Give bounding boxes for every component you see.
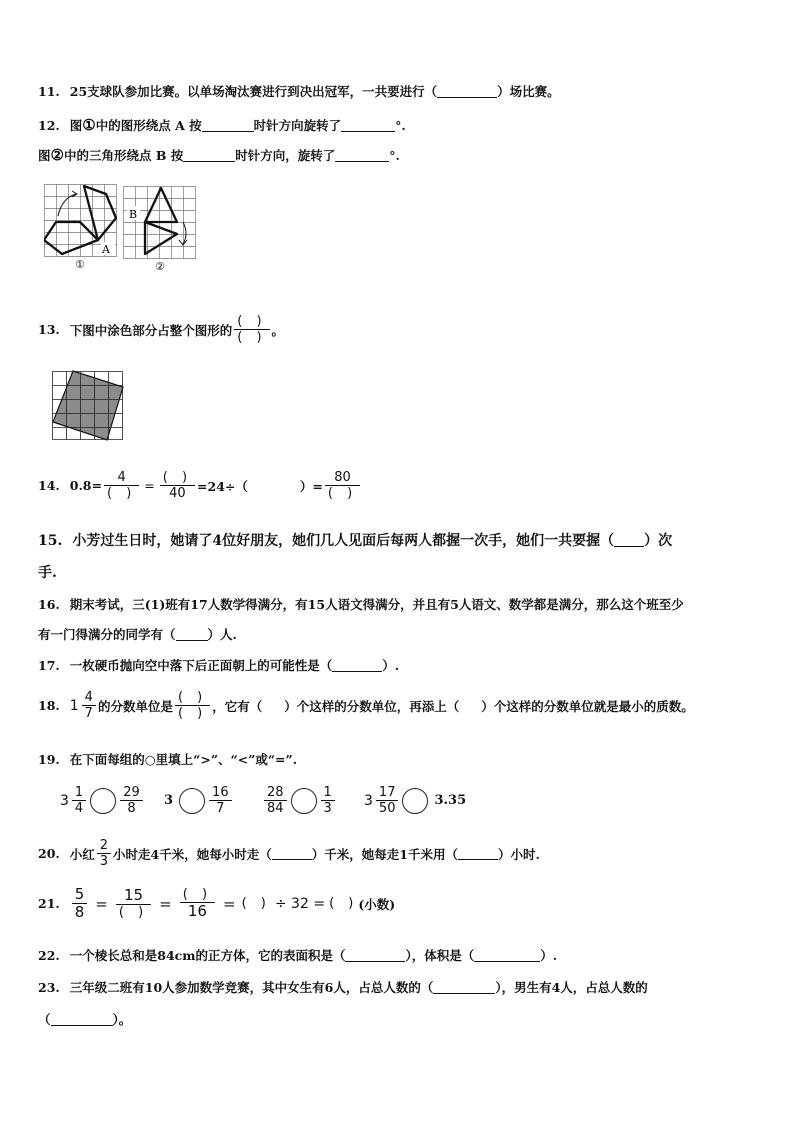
question-text: 25支球队参加比赛。以单场淘汰赛进行到决出冠军，一共要进行（	[69, 84, 438, 99]
question-text: 图	[38, 148, 51, 163]
question-text: °.	[395, 118, 406, 133]
question-21: 21. $\frac{5}{8}$ = $\frac{15}{( )}$ = $\frac{( )}{16}$ = ( ) ÷ 32 = ( ) (小数)	[38, 885, 396, 921]
question-text: ），体积是（	[405, 948, 475, 963]
answer-blank[interactable]: ( )	[329, 896, 359, 911]
fraction-2[interactable]: $\frac{( )}{40}$	[160, 470, 195, 501]
question-15-line-2	[38, 562, 57, 582]
answer-blank[interactable]	[272, 847, 312, 860]
answer-blank[interactable]	[202, 119, 254, 132]
question-number: 13.	[38, 322, 60, 337]
question-text: °.	[389, 148, 400, 163]
question-number: 20.	[38, 846, 60, 861]
fraction-answer[interactable]: $\frac{( )}{( )}$	[234, 314, 269, 345]
question-text: 0.8=	[69, 478, 102, 493]
compare-circle[interactable]	[291, 788, 317, 814]
question-number: 23.	[38, 980, 60, 995]
compare-group-4: 3 $\frac{17}{50}$ 3.35	[364, 785, 467, 816]
question-text: ）.	[382, 658, 400, 673]
answer-blank[interactable]	[335, 149, 389, 162]
question-text: ）个这样的分数单位就是最小的质数。	[481, 698, 694, 714]
question-text: ）千米，她每走1千米用（	[311, 846, 458, 862]
question-text: 中的三角形绕点 B 按	[63, 148, 184, 163]
equals-sign: =	[144, 478, 155, 493]
question-text: ）人.	[207, 627, 237, 642]
question-19	[38, 750, 297, 768]
answer-blank[interactable]	[614, 534, 644, 547]
question-number: 22.	[38, 948, 60, 963]
figure-caption-2: ②	[155, 260, 165, 273]
answer-blank[interactable]	[51, 1013, 113, 1026]
question-16-line-1	[38, 595, 684, 613]
question-16-line-2	[38, 625, 237, 643]
question-13	[38, 314, 284, 345]
question-text: =24÷（	[197, 478, 248, 494]
question-text: ）=	[299, 478, 323, 494]
question-text: 时针方向，旋转了	[235, 148, 336, 163]
question-number: 19.	[38, 752, 60, 767]
question-text: ）场比赛。	[497, 84, 560, 99]
question-text: 手.	[38, 565, 57, 581]
question-23-line-1	[38, 978, 648, 996]
compare-circle[interactable]	[402, 788, 428, 814]
question-14	[38, 470, 362, 501]
question-11	[38, 82, 560, 100]
point-a-label: A	[102, 243, 110, 256]
answer-blank[interactable]	[341, 119, 395, 132]
fraction: $\frac{2}{3}$	[97, 838, 111, 869]
equals-sign: =	[95, 894, 108, 913]
equals-sign: =	[223, 894, 236, 913]
answer-blank[interactable]	[183, 149, 235, 162]
question-20	[38, 838, 540, 869]
question-number: 16.	[38, 597, 60, 612]
shaded-square-figure	[51, 370, 125, 442]
question-number: 14.	[38, 478, 60, 493]
compare-circle[interactable]	[179, 788, 205, 814]
question-text: 一枚硬币抛向空中落下后正面朝上的可能性是（	[69, 658, 333, 673]
compare-group-3: $\frac{28}{84}$ $\frac{1}{3}$	[262, 785, 337, 816]
circled-number: ②	[50, 146, 64, 164]
figure-caption-1: ①	[75, 258, 85, 271]
question-23-line-2	[38, 1010, 131, 1028]
question-text: 在下面每组的○里填上“>”、“<”或“=”.	[69, 752, 298, 767]
question-text: ）次	[644, 533, 673, 549]
answer-blank[interactable]	[176, 628, 208, 641]
question-text: 时针方向旋转了	[253, 118, 342, 133]
answer-blank[interactable]	[437, 85, 497, 98]
rotation-figure-2	[123, 186, 197, 260]
answer-blank[interactable]: ( )	[241, 896, 271, 911]
question-17	[38, 656, 399, 674]
answer-blank[interactable]	[458, 847, 498, 860]
question-text: ）个这样的分数单位，再添上（	[284, 698, 460, 714]
question-text: （	[38, 1012, 51, 1027]
question-text: 图	[69, 118, 83, 133]
fraction-answer[interactable]: $\frac{15}{( )}$	[116, 887, 151, 920]
question-number: 21.	[38, 896, 60, 911]
equals-sign: =	[159, 894, 172, 913]
answer-blank[interactable]	[332, 659, 382, 672]
answer-blank[interactable]	[345, 949, 405, 962]
question-number: 17.	[38, 658, 60, 673]
mixed-number: 1 $\frac{4}{7}$	[70, 690, 98, 721]
circled-number: ①	[82, 116, 96, 134]
compare-group-2: 3 $\frac{16}{7}$	[164, 785, 234, 816]
question-22	[38, 946, 557, 964]
rotation-figure-1	[44, 184, 118, 258]
question-number: 11.	[38, 84, 60, 99]
fraction-answer[interactable]: $\frac{( )}{16}$	[180, 887, 215, 920]
question-text: 小芳过生日时，她请了4位好朋友，她们几人见面后每两人都握一次手，她们一共要握（	[72, 533, 615, 549]
point-b-label: B	[129, 208, 138, 221]
question-12-line-1	[38, 116, 406, 134]
question-text: ）。	[112, 1012, 132, 1027]
question-12-line-2	[38, 146, 400, 164]
question-15-line-1	[38, 530, 672, 550]
question-text: 期末考试，三(1)班有17人数学得满分，有15人语文得满分，并且有5人语文、数学都是满分，那么这个班至少	[69, 597, 684, 612]
question-number: 15.	[38, 533, 63, 549]
question-text: ）小时.	[497, 846, 540, 862]
question-18	[38, 690, 694, 721]
question-number: 18.	[38, 698, 60, 713]
question-text: 下图中涂色部分占整个图形的	[69, 322, 233, 338]
question-text: ÷ 32 =	[274, 895, 326, 912]
fraction-3[interactable]: $\frac{80}{( )}$	[325, 470, 360, 501]
question-text: 三年级二班有10人参加数学竞赛，其中女生有6人，占总人数的（	[69, 980, 434, 995]
compare-circle[interactable]	[90, 788, 116, 814]
question-text: (小数)	[358, 896, 396, 912]
question-text: ），男生有4人，占总人数的	[495, 980, 648, 995]
question-number: 12.	[38, 118, 60, 133]
question-text: 小时走4千米，她每小时走（	[113, 846, 272, 862]
question-text: 中的图形绕点 A 按	[95, 118, 202, 133]
answer-blank[interactable]	[433, 981, 495, 994]
compare-group-1: 3 $\frac{1}{4}$ $\frac{29}{8}$	[60, 785, 145, 816]
question-text: ，它有（	[212, 698, 263, 714]
fraction-unit-answer[interactable]: $\frac{( )}{( )}$	[175, 690, 210, 721]
question-text: 小红	[69, 846, 95, 862]
fraction-1[interactable]: $\frac{4}{( )}$	[104, 470, 139, 501]
answer-blank[interactable]	[474, 949, 540, 962]
question-text: 。	[271, 322, 285, 338]
question-text: ）.	[540, 948, 558, 963]
question-text: 的分数单位是	[97, 698, 173, 714]
question-text: 一个棱长总和是84cm的正方体，它的表面积是（	[69, 948, 346, 963]
question-text: 有一门得满分的同学有（	[38, 627, 176, 642]
